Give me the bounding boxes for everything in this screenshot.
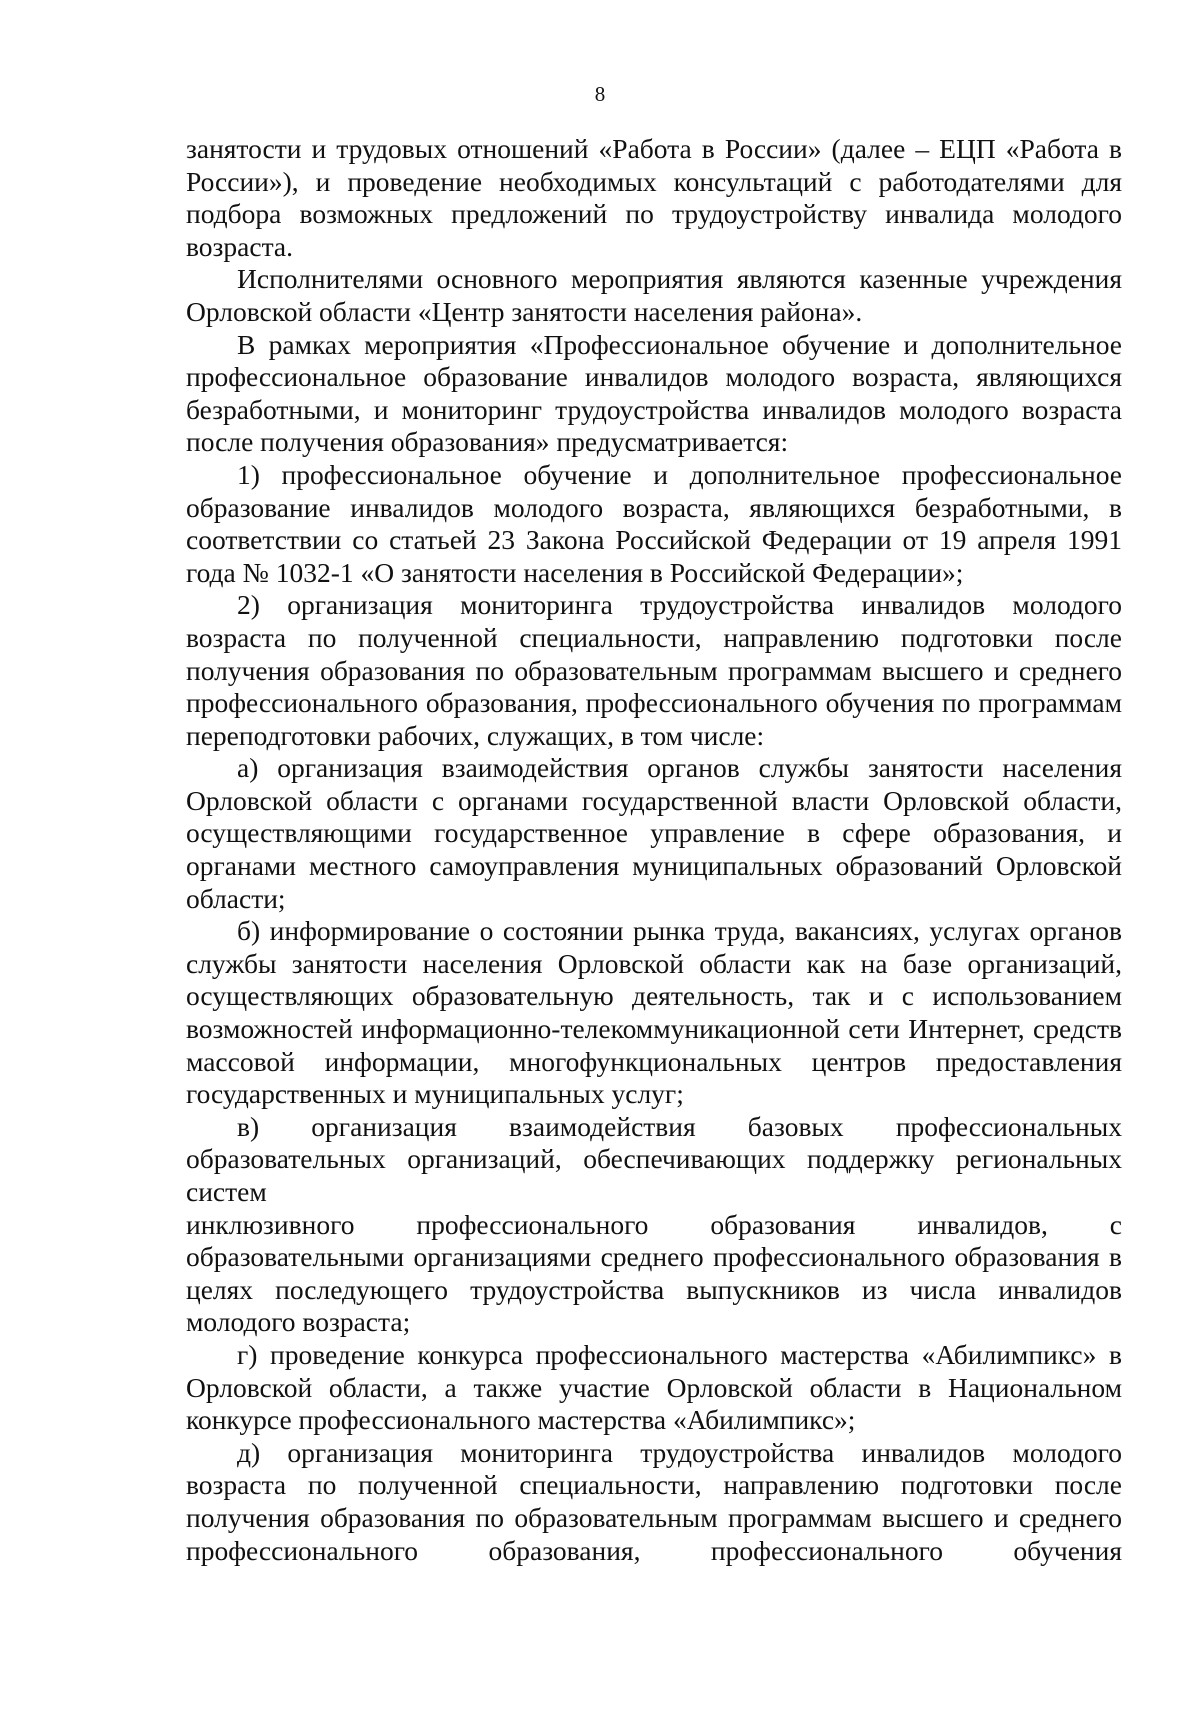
- list-item-v-continuation: инклюзивного профессионального образования инвалидов, с образовательными организациями среднего профессионального образования в целях последующего трудоустройства выпускников из числа инвалидов молодого возраста;: [186, 1208, 1122, 1338]
- document-body: [186, 133, 1122, 1567]
- list-item-1: 1) профессиональное обучение и дополнительное профессиональное образование инвалидов молодого возраста, являющихся безработными, в соответствии со статьей 23 Закона Российской Федерации от 19 апреля 1991 года № 1032-1 «О занятости населения в Российской Федерации»;: [186, 458, 1122, 588]
- paragraph-executors: Исполнителями основного мероприятия являются казенные учреждения Орловской области «Центр занятости населения района».: [186, 263, 1122, 327]
- list-item-v: в) организация взаимодействия базовых профессиональных образовательных организаций, обеспечивающих поддержку региональных систем: [186, 1110, 1122, 1207]
- paragraph-activity-intro: В рамках мероприятия «Профессиональное обучение и дополнительное профессиональное образование инвалидов молодого возраста, являющихся безработными, и мониторинг трудоустройства инвалидов молодого возраста после получения образования» предусматривается:: [186, 328, 1122, 458]
- list-item-2: 2) организация мониторинга трудоустройства инвалидов молодого возраста по полученной специальности, направлению подготовки после получения образования по образовательным программам высшего и среднего профессионального образования, профессионального обучения по программам переподготовки рабочих, служащих, в том числе:: [186, 589, 1122, 751]
- page-number: 8: [594, 82, 606, 106]
- list-item-g: г) проведение конкурса профессионального мастерства «Абилимпикс» в Орловской области, а также участие Орловской области в Национальном конкурсе профессионального мастерства «Абилимпикс»;: [186, 1338, 1122, 1436]
- paragraph-continuation: занятости и трудовых отношений «Работа в России» (далее – ЕЦП «Работа в России»), и проведение необходимых консультаций с работодателями для подбора возможных предложений по трудоустройству инвалида молодого возраста.: [186, 133, 1122, 262]
- list-item-d: д) организация мониторинга трудоустройства инвалидов молодого возраста по полученной специальности, направлению подготовки после получения образования по образовательным программам высшего и среднего профессионального образования, профессионального обучения: [186, 1436, 1122, 1566]
- list-item-b: б) информирование о состоянии рынка труда, вакансиях, услугах органов службы занятости населения Орловской области как на базе организаций, осуществляющих образовательную деятельность, так и с использованием возможностей информационно-телекоммуникационной сети Интернет, средств массовой информации, многофункциональных центров предоставления государственных и муниципальных услуг;: [186, 915, 1122, 1110]
- list-item-a: а) организация взаимодействия органов службы занятости населения Орловской области с органами государственной власти Орловской области, осуществляющими государственное управление в сфере образования, и органами местного самоуправления муниципальных образований Орловской области;: [186, 752, 1122, 914]
